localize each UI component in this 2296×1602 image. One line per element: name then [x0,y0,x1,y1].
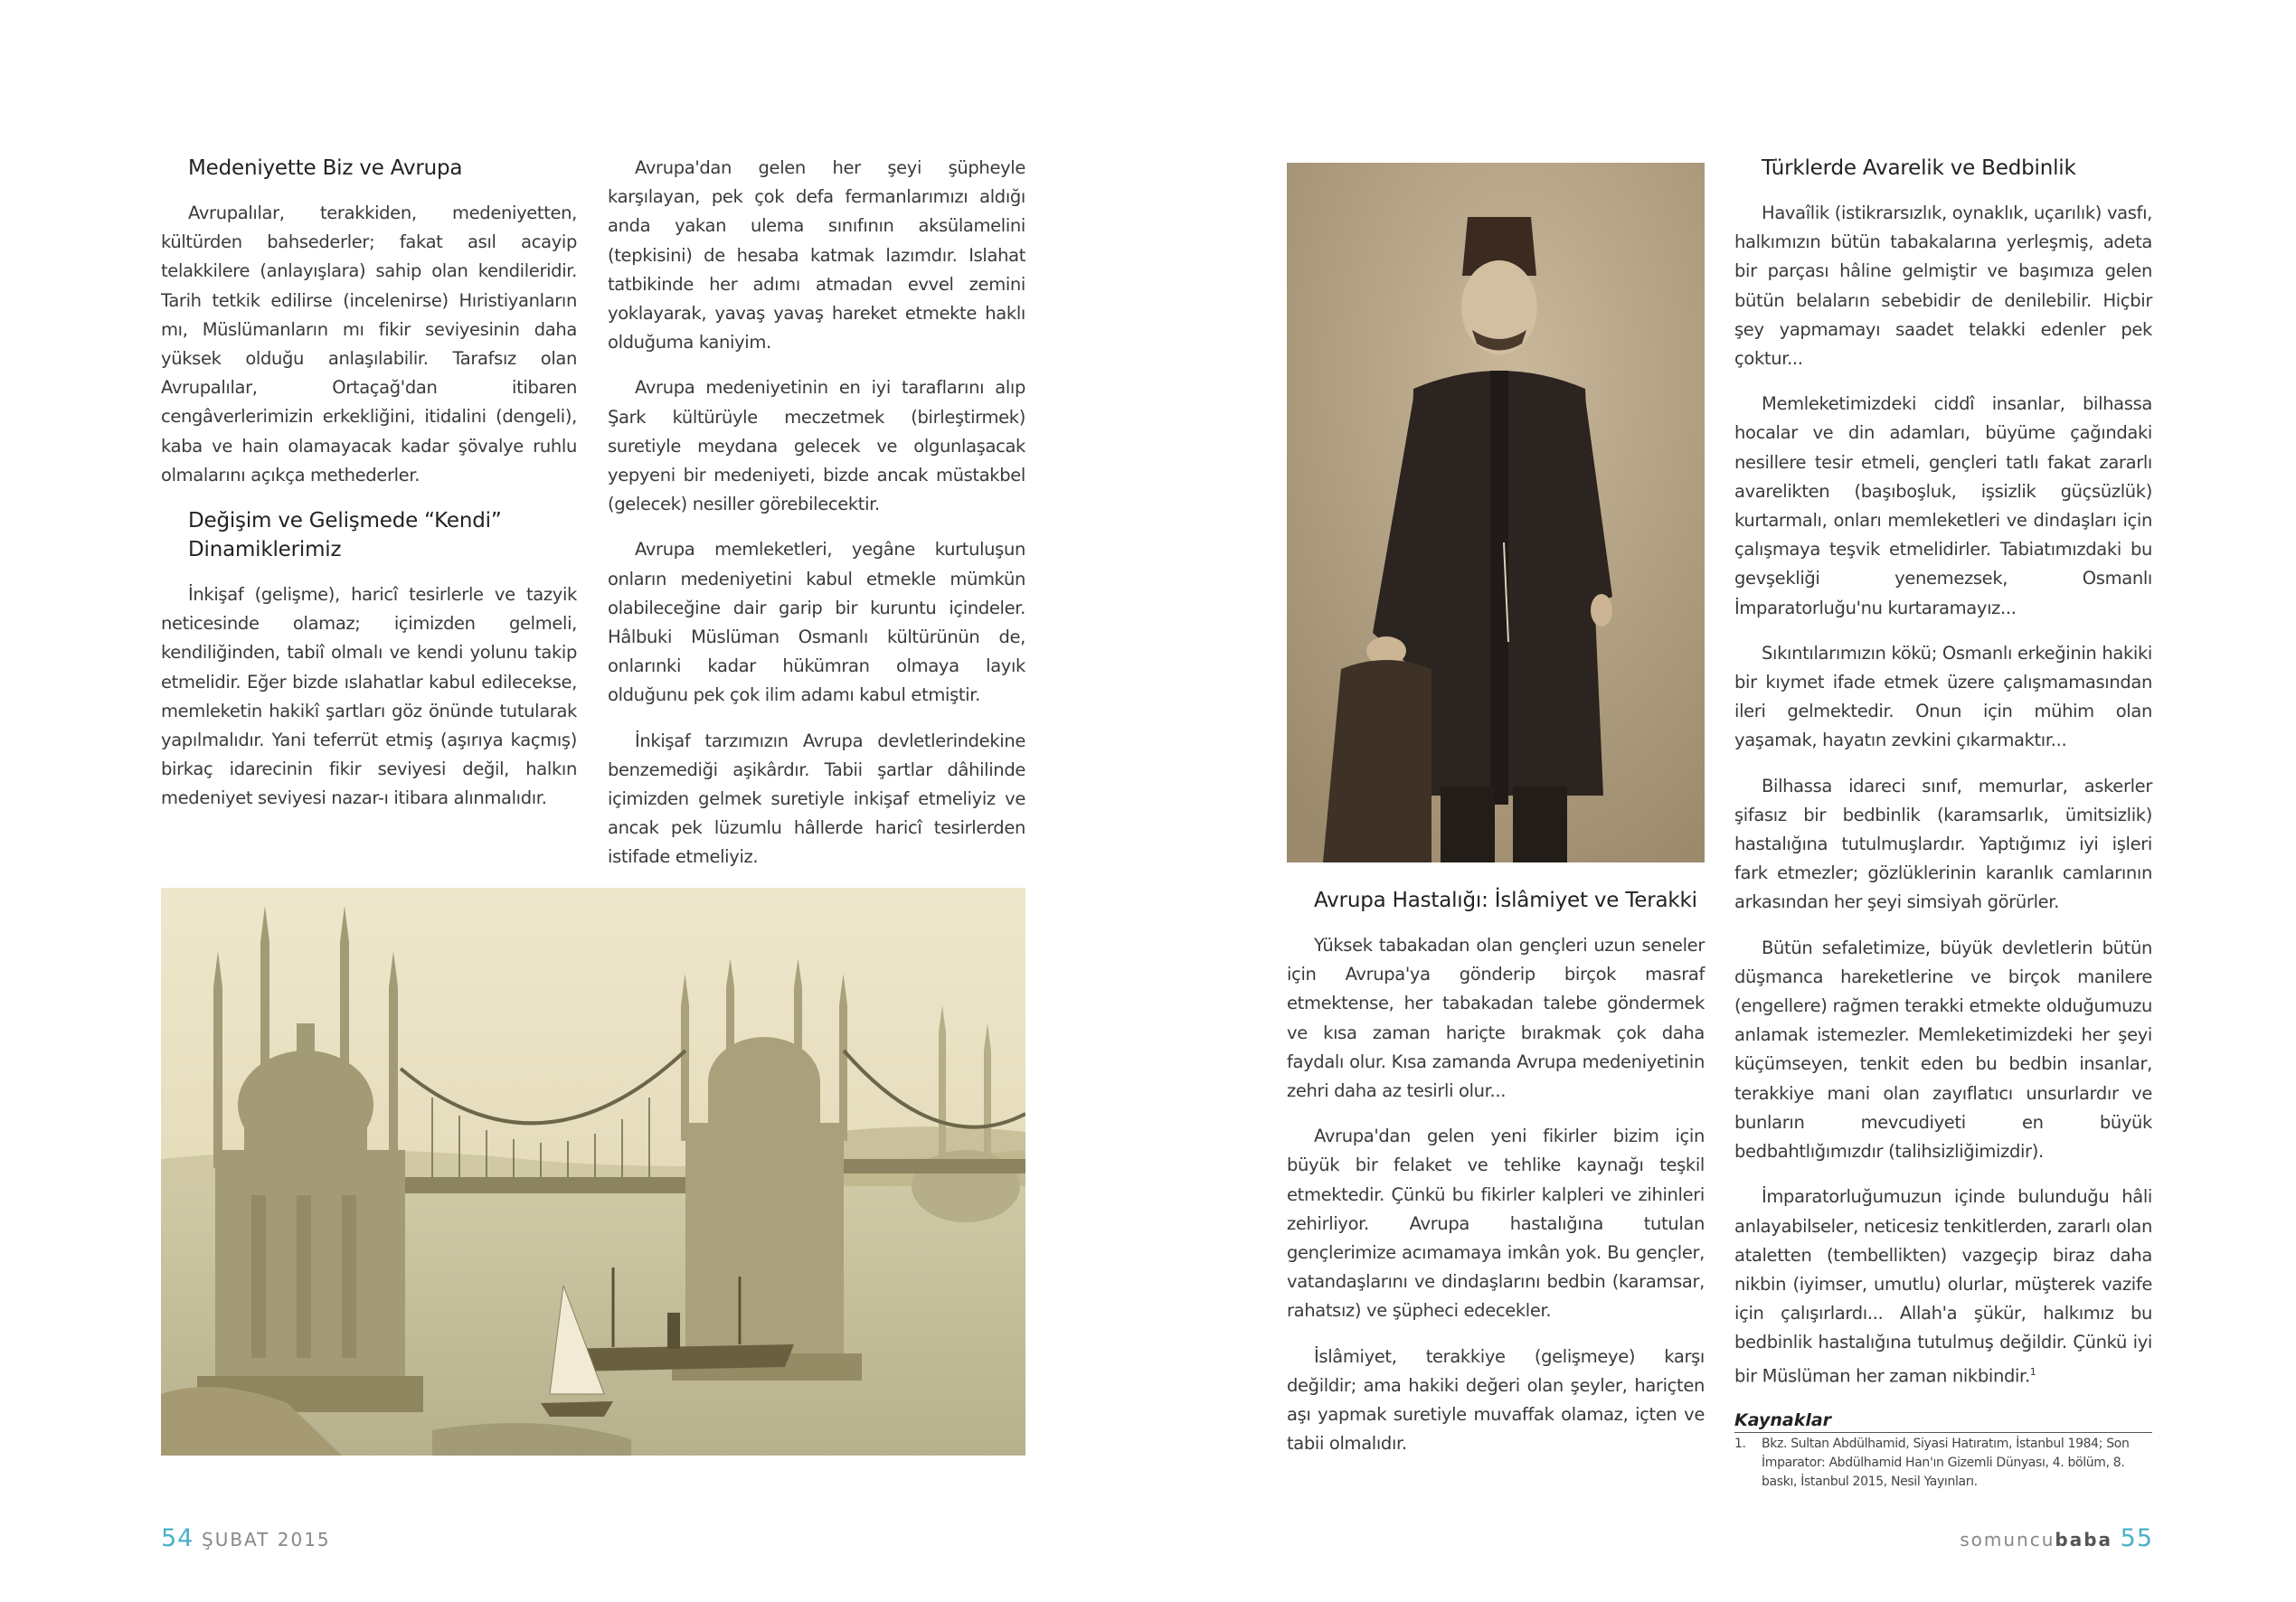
left-column-2 [608,154,1025,889]
paragraph: Avrupalılar, terakkiden, medeniyetten, kültürden bahsederler; fakat asıl acayip telakkilere (anlayışlara) sahip olan kendileridir. Tarih tetkik edilirse (incelenirse) Hıristiyanların mı, Müslümanların mı fikir seviyesinin daha yüksek olduğu anlaşılabilir. Tarafsız olan Avrupalılar, Ortaçağ'dan itibaren cengâverlerimizin erkekliğini, itidalini (dengeli), kaba ve hain olamayacak kadar şövalye ruhlu olmalarını açıkça methederler. [161,203,577,485]
section-heading: Avrupa Hastalığı: İslâmiyet ve Terakki [1314,889,1697,912]
sultan-portrait-photo [1287,163,1705,862]
paragraph: Havaîlik (istikrarsızlık, oynaklık, uçarılık) vasfı, halkımızın bütün tabakalarına yerleşmiş, adeta bir parçası hâline gelmiştir ve başımıza gelen bütün belaların sebebidir de denilebilir. Hiçbir şey yapmamayı saadet telakki edenler pek çoktur... [1734,203,2152,370]
source-item [1734,1435,2152,1492]
paragraph: Yüksek tabakadan olan gençleri uzun seneler için Avrupa'ya gönderip birçok masraf etmektense, her tabakadan talebe göndermek ve kısa zaman hariçte bırakmak çok daha faydalı olur. Kısa zamanda Avrupa medeniyetinin zehri daha az tesirli olur... [1287,935,1705,1102]
right-column-1 [1287,886,1705,1475]
paragraph: İnkişaf tarzımızın Avrupa devletlerindekine benzemediği aşikârdır. Tabii şartlar dâhilinde içimizden gelmek suretiyle inkişaf etmeliyiz ve ancak pek lüzumlu hâllerde haricî tesirlerden istifade etmeliyiz. [608,730,1025,868]
paragraph: Bilhassa idareci sınıf, memurlar, askerler şifasız bir bedbinlik (karamsarlık, ümitsizlik) hastalığına tutulmuşlardır. Yaptığımız iyi işleri fark etmezler; gözlüklerinin karanlık camlarının arkasından her şeyi simsiyah görürler. [1734,775,2152,913]
paragraph: İslâmiyet, terakkiye (gelişmeye) karşı değildir; ama hakiki değeri olan şeyler, hariçten aşı yapmak suretiyle muvaffak olamaz, içten ve tabii olmalıdır. [1287,1345,1705,1455]
paragraph: İnkişaf (gelişme), haricî tesirlerle ve tazyik neticesinde olamaz; içimizden gelmeli, kendiliğinden, tabiî olmalı ve kendi yolunu takip etmelidir. Eğer bizde ıslahatlar kabul edilecekse, memleketin hakikî şartları göz önünde tutularak yapılmalıdır. Yani teferrüt etmiş (aşırıya kaçmış) birkaç idarecinin fikir seviyesi değil, halkın medeniyet seviyesi nazar-ı itibara alınmalıdır. [161,584,577,809]
source-text: Bkz. Sultan Abdülhamid, Siyasi Hatıratım, İstanbul 1984; Son İmparator: Abdülhamid Han'ın Gizemli Dünyası, 4. bölüm, 8. baskı, İstanbul 2015, Nesil Yayınları. [1762,1437,2130,1490]
section-heading: Medeniyette Biz ve Avrupa [188,156,463,180]
issue-date: ŞUBAT 2015 [202,1529,331,1550]
paragraph: Avrupa medeniyetinin en iyi taraflarını alıp Şark kültürüyle meczetmek (birleştirmek) suretiyle meydana gelecek ve olgunlaşacak yepyeni bir medeniyeti, bizde ancak müstakbel (gelecek) nesiller görebilecektir. [608,377,1025,515]
sources-title: Kaynaklar [1734,1410,2152,1433]
folio-left [161,1524,331,1552]
page-number: 55 [2120,1524,2153,1552]
page-number: 54 [161,1524,194,1552]
right-page [1148,0,2296,1602]
paragraph [1734,1183,2152,1390]
paragraph: Sıkıntılarımızın kökü; Osmanlı erkeğinin hakiki bir kıymet ifade etmek üzere çalışmamasından ileri gelmektedir. Onun için mühim olan yaşamak, hayatın zevkini çıkarmaktır... [1734,642,2152,751]
paragraph: Avrupa'dan gelen her şeyi şüpheyle karşılayan, pek çok defa fermanlarımızı aldığı anda yakan ulema sınıfının aksülamelini (tepkisini) de hesaba katmak lazımdır. Islahat tatbikinde her adımı atmadan evvel zemini yoklayarak, yavaş yavaş hareket etmekte haklı olduğuma kaniyim. [608,157,1025,353]
paragraph-text: İmparatorluğumuzun içinde bulunduğu hâli anlayabilseler, neticesiz tenkitlerden, zararlı olan ataletten (tembellikten) vazgeçip biraz daha nikbin (iyimser, umutlu) olurlar, müşterek vazife için çalışırlardı... Allah'a şükür, halkımız bu bedbinlik hastalığına tutulmuş değildir. Çünkü iyi bir Müslüman her zaman nikbindir. [1734,1186,2152,1387]
footnote-mark: 1 [2029,1365,2036,1378]
paragraph: Bütün sefaletimize, büyük devletlerin bütün düşmanca hareketlerine ve birçok manilere (engellere) rağmen terakki etmekte olduğumuzu anlamak istemezler. Memleketimizdeki her şeyi küçümseyen, tenkit eden bu bedbin insanlar, terakkiye mani olan zayıflatıcı unsurlardır ve bunların mevcudiyeti en büyük bedbahtlığımızdır (talihsizliğimizdir). [1734,937,2152,1163]
source-number: 1. [1734,1437,1746,1452]
brand-baba: baba [2055,1529,2112,1550]
right-column-2 [1734,154,2152,1492]
bridge-painting-svg [161,888,1025,1456]
paragraph: Memleketimizdeki ciddî insanlar, bilhassa hocalar ve din adamları, büyüme çağındaki nesillere tesir etmeli, gençleri tatlı fakat zararlı avarelikten (başıboşluk, işsizlik güçsüzlük) kurtarmalı, onları memleketleri ve dindaşları için çalışmaya teşvik etmelidirler. Tabiatımızdaki bu gevşekliği yenemezsek, Osmanlı İmparatorluğu'nu kurtaramayız... [1734,393,2152,618]
folio-right [1960,1524,2153,1552]
section-heading: Türklerde Avarelik ve Bedbinlik [1762,156,2076,180]
bridge-mosque-painting [161,888,1025,1456]
paragraph: Avrupa'dan gelen yeni fikirler bizim için büyük bir felaket ve tehlike kaynağı teşkil etmektedir. Çünkü bu fikirler kalpleri ve zihinleri zehirliyor. Avrupa hastalığına tutulan gençlerimize acımamaya imkân yok. Bu gençler, vatandaşlarını ve dindaşlarını bedbin (karamsar, rahatsız) ve şüpheci edecekler. [1287,1126,1705,1322]
paragraph: Avrupa memleketleri, yegâne kurtuluşun onların medeniyetini kabul etmekle mümkün olabileceğine dair garip bir kuruntu içindeler. Hâlbuki Müslüman Osmanlı kültürünün de, onlarınki kadar hükümran olmaya layık olduğunu pek çok ilim adamı kabul etmiştir. [608,539,1025,706]
section-heading: Değişim ve Gelişmede “Kendi” Dinamiklerimiz [188,509,502,562]
brand-somuncu: somuncu [1960,1529,2055,1550]
left-column-1 [161,154,577,830]
portrait-svg [1287,163,1705,862]
